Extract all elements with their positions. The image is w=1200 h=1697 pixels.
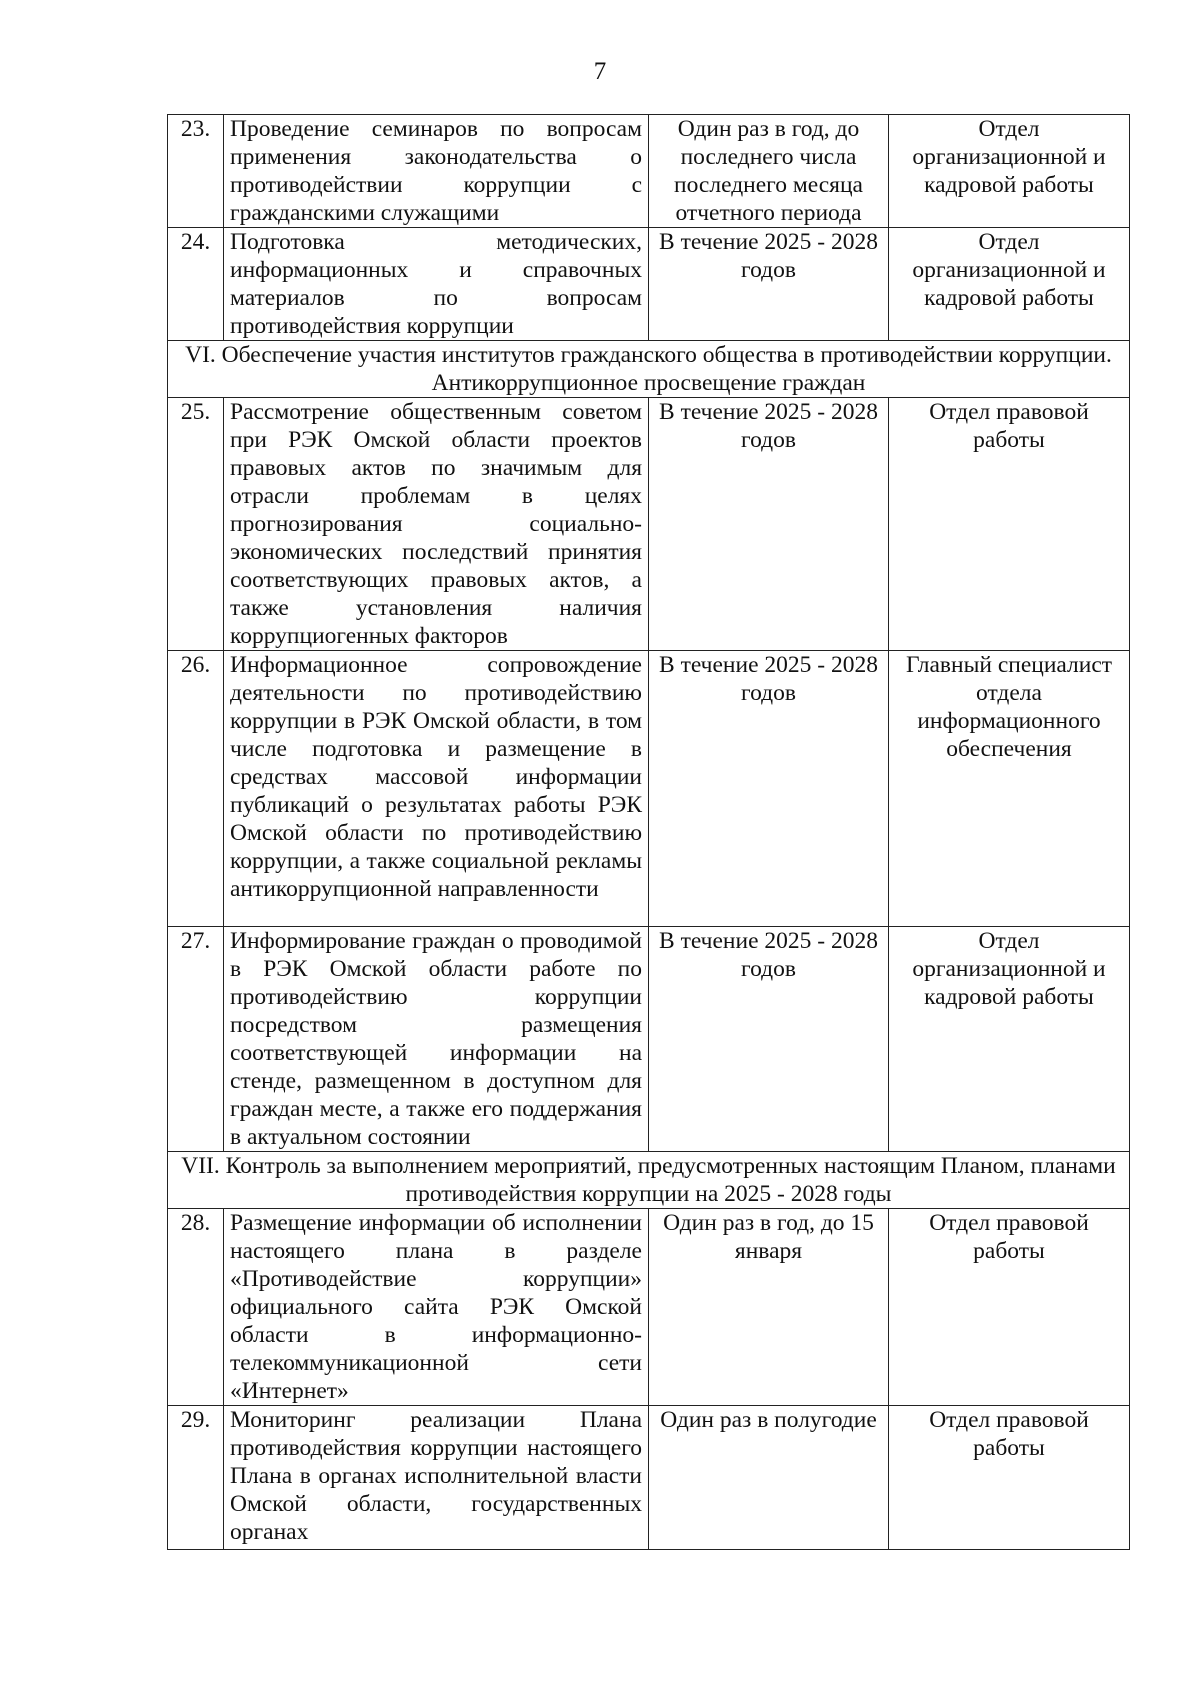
table-row — [168, 1209, 1130, 1406]
responsible-unit: Отдел организационной и кадровой работы — [889, 927, 1130, 1152]
execution-term: В течение 2025 - 2028 годов — [649, 228, 889, 341]
table-row — [168, 651, 1130, 927]
measure-description: Информационное сопровождение деятельности по противодействию коррупции в РЭК Омской области, в том числе подготовка и размещение в средствах массовой информации публикаций о результатах работы РЭК Омской области по противодействию коррупции, а также социальной рекламы антикоррупционной направленности — [224, 651, 649, 927]
responsible-unit: Главный специалист отдела информационного обеспечения — [889, 651, 1130, 927]
row-number: 26. — [168, 651, 224, 927]
measure-description: Рассмотрение общественным советом при РЭК Омской области проектов правовых актов по значимым для отрасли проблемам в целях прогнозирования социально-экономических последствий принятия соответствующих правовых актов, а также установления наличия коррупциогенных факторов — [224, 398, 649, 651]
execution-term: В течение 2025 - 2028 годов — [649, 651, 889, 927]
table-row — [168, 398, 1130, 651]
table-row — [168, 927, 1130, 1152]
section-header-row — [168, 1152, 1130, 1209]
responsible-unit: Отдел правовой работы — [889, 1406, 1130, 1550]
anticorruption-plan-table — [167, 114, 1130, 1550]
row-number: 23. — [168, 115, 224, 228]
measure-description: Подготовка методических, информационных и справочных материалов по вопросам противодействия коррупции — [224, 228, 649, 341]
section-heading: VII. Контроль за выполнением мероприятий, предусмотренных настоящим Планом, планами противодействия коррупции на 2025 - 2028 годы — [168, 1152, 1130, 1209]
responsible-unit: Отдел организационной и кадровой работы — [889, 115, 1130, 228]
section-heading: VI. Обеспечение участия институтов гражданского общества в противодействии коррупции. Антикоррупционное просвещение граждан — [168, 341, 1130, 398]
table-row — [168, 115, 1130, 228]
execution-term: В течение 2025 - 2028 годов — [649, 398, 889, 651]
row-number: 29. — [168, 1406, 224, 1550]
row-number: 27. — [168, 927, 224, 1152]
execution-term: Один раз в год, до последнего числа последнего месяца отчетного периода — [649, 115, 889, 228]
page-number: 7 — [593, 58, 607, 85]
row-number: 25. — [168, 398, 224, 651]
execution-term: Один раз в полугодие — [649, 1406, 889, 1550]
row-number: 28. — [168, 1209, 224, 1406]
responsible-unit: Отдел правовой работы — [889, 1209, 1130, 1406]
table-row — [168, 1406, 1130, 1550]
responsible-unit: Отдел правовой работы — [889, 398, 1130, 651]
responsible-unit: Отдел организационной и кадровой работы — [889, 228, 1130, 341]
execution-term: Один раз в год, до 15 января — [649, 1209, 889, 1406]
measure-description: Информирование граждан о проводимой в РЭК Омской области работе по противодействию коррупции посредством размещения соответствующей информации на стенде, размещенном в доступном для граждан месте, а также его поддержания в актуальном состоянии — [224, 927, 649, 1152]
measure-description: Проведение семинаров по вопросам применения законодательства о противодействии коррупции с гражданскими служащими — [224, 115, 649, 228]
measure-description: Мониторинг реализации Плана противодействия коррупции настоящего Плана в органах исполнительной власти Омской области, государственных органах — [224, 1406, 649, 1550]
section-header-row — [168, 341, 1130, 398]
execution-term: В течение 2025 - 2028 годов — [649, 927, 889, 1152]
table-row — [168, 228, 1130, 341]
row-number: 24. — [168, 228, 224, 341]
measure-description: Размещение информации об исполнении настоящего плана в разделе «Противодействие коррупции» официального сайта РЭК Омской области в информационно-телекоммуникационной сети «Интернет» — [224, 1209, 649, 1406]
